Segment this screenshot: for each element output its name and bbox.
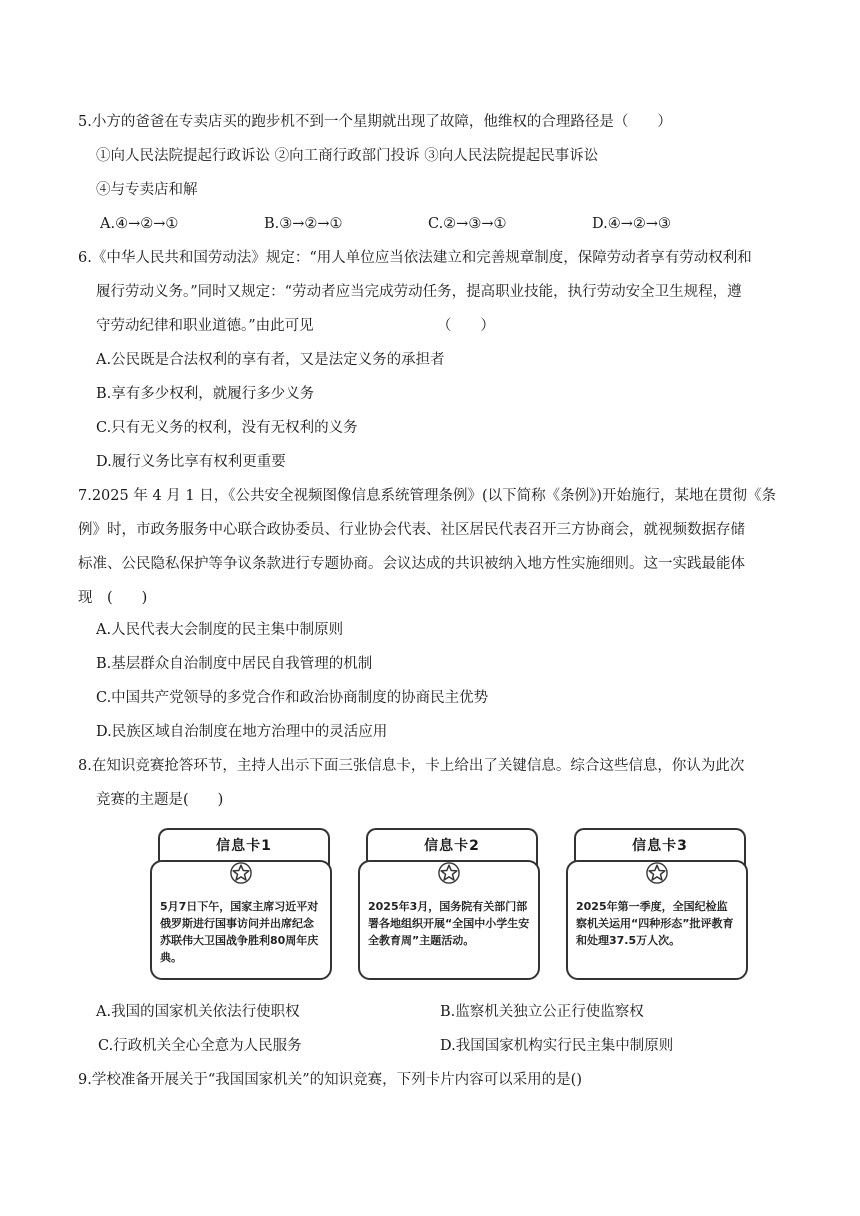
q7-stem-line2: 例》时，市政务服务中心联合政协委员、行业协会代表、社区居民代表召开三方协商会，就视频数据存储: [78, 522, 745, 538]
q8-option-b: B.监察机关独立公正行使监察权: [440, 1004, 644, 1020]
info-card-2: [358, 828, 540, 980]
q7-option-c: C.中国共产党领导的多党合作和政治协商制度的协商民主优势: [96, 690, 489, 706]
q8-stem-line2: 竞赛的主题是( ): [96, 792, 224, 808]
q7-stem-line4: 现 ( ): [78, 590, 148, 606]
q6-option-d: D.履行义务比享有权利更重要: [96, 454, 286, 470]
q7-stem-line3: 标准、公民隐私保护等争议条款进行专题协商。会议达成的共识被纳入地方性实施细则。这一实践最能体: [78, 556, 745, 572]
info-card-1: [150, 828, 332, 980]
q5-option-d: D.④→②→③: [592, 216, 672, 232]
q9-stem: 9.学校准备开展关于“我国国家机关”的知识竞赛，下列卡片内容可以采用的是(): [78, 1072, 582, 1088]
q5-items-line2: ④与专卖店和解: [96, 182, 198, 198]
star-icon: [230, 862, 252, 884]
info-card-2-text: 2025年3月，国务院有关部门部署各地组织开展“全国中小学生安全教育周”主题活动。: [368, 900, 530, 947]
star-icon: [646, 862, 668, 884]
q8-option-a: A.我国的国家机关依法行使职权: [96, 1004, 300, 1020]
q7-option-b: B.基层群众自治制度中居民自我管理的机制: [96, 656, 373, 672]
info-card-1-title: 信息卡1: [216, 838, 272, 854]
q7-option-d: D.民族区域自治制度在地方治理中的灵活应用: [96, 724, 388, 740]
star-icon: [438, 862, 460, 884]
info-card-3-title: 信息卡3: [632, 838, 688, 854]
q7-stem-line1: 7.2025 年 4 月 1 日，《公共安全视频图像信息系统管理条例》(以下简称《条例》)开始施行，某地在贯彻《条: [78, 488, 777, 504]
q5-option-c: C.②→③→①: [428, 216, 507, 232]
q6-option-b: B.享有多少权利，就履行多少义务: [96, 386, 315, 402]
q6-option-a: A.公民既是合法权利的享有者，又是法定义务的承担者: [96, 352, 445, 368]
q6-stem-line3: 守劳动纪律和职业道德。”由此可见 （ ）: [96, 318, 495, 334]
q5-stem: 5.小方的爸爸在专卖店买的跑步机不到一个星期就出现了故障，他维权的合理路径是（ ）: [78, 114, 672, 130]
q5-option-a: A.④→②→①: [100, 216, 179, 232]
q8-option-d: D.我国国家机构实行民主集中制原则: [440, 1038, 674, 1054]
q6-stem-line1: 6.《中华人民共和国劳动法》规定：“用人单位应当依法建立和完善规章制度，保障劳动者享有劳动权利和: [78, 250, 752, 266]
q6-stem-line2: 履行劳动义务。”同时又规定：“劳动者应当完成劳动任务，提高职业技能，执行劳动安全卫生规程，遵: [96, 284, 742, 300]
info-card-3: [566, 828, 748, 980]
info-card-1-text: 5月7日下午，国家主席习近平对俄罗斯进行国事访问并出席纪念苏联伟大卫国战争胜利80周年庆典。: [160, 900, 319, 964]
q6-option-c: C.只有无义务的权利，没有无权利的义务: [96, 420, 358, 436]
q7-option-a: A.人民代表大会制度的民主集中制原则: [96, 622, 344, 638]
q5-items-line1: ①向人民法院提起行政诉讼 ②向工商行政部门投诉 ③向人民法院提起民事诉讼: [96, 148, 599, 164]
q8-stem-line1: 8.在知识竞赛抢答环节，主持人出示下面三张信息卡，卡上给出了关键信息。综合这些信息，你认为此次: [78, 758, 745, 774]
q8-option-c: C.行政机关全心全意为人民服务: [98, 1038, 302, 1054]
q5-option-b: B.③→②→①: [264, 216, 343, 232]
info-card-3-text: 2025年第一季度，全国纪检监察机关运用“四种形态”批评教育和处理37.5万人次。: [576, 900, 734, 947]
info-card-2-title: 信息卡2: [424, 838, 480, 854]
